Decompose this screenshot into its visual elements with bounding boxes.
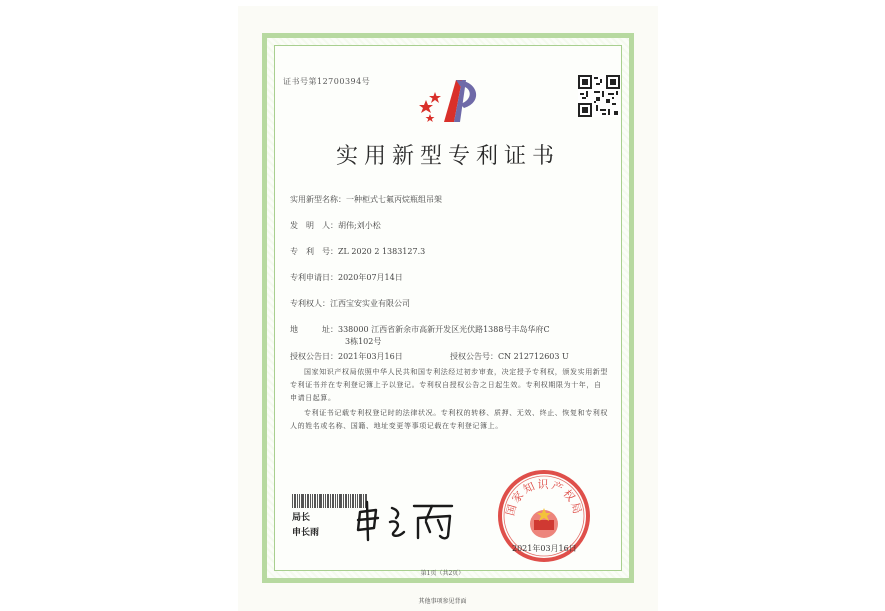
- field-label: 地 址：: [290, 325, 338, 334]
- page-number: 第1页（共2页）: [420, 570, 465, 577]
- qr-code: [578, 75, 620, 117]
- field-grant-date: [290, 351, 403, 362]
- seal-text: 国家知识产权局: [503, 478, 585, 518]
- signatory-role: 局长: [292, 513, 311, 523]
- certificate-number: 证书号第12700394号: [283, 77, 371, 86]
- field-utility-model-name: [290, 194, 442, 205]
- field-address-line2: 3栋102号: [345, 337, 382, 346]
- field-inventor: [290, 220, 381, 231]
- field-label: 专 利 号：: [290, 247, 338, 256]
- certificate-title: 实用新型专利证书: [335, 144, 560, 169]
- field-patentee: [290, 298, 410, 309]
- handwritten-signature: [352, 498, 462, 542]
- signatory-name: 申长雨: [292, 528, 320, 538]
- status-paragraph: 专利证书记载专利权登记时的法律状况。专利权的转移、质押、无效、终止、恢复和专利权人的姓名或名称、国籍、地址变更等事项记载在专利登记簿上。: [290, 409, 608, 430]
- footer-note: 其他事项参见背面: [418, 598, 467, 605]
- field-value: 2020年07月14日: [338, 273, 403, 282]
- field-value: 338000 江西省新余市高新开发区光伏路1388号丰岛华府C: [338, 325, 550, 334]
- field-value: 2021年03月16日: [338, 352, 403, 361]
- field-address: [290, 324, 550, 335]
- cnipa-logo-icon: [416, 70, 488, 126]
- field-value: 江西宝安实业有限公司: [330, 299, 410, 308]
- field-label: 实用新型名称：: [290, 195, 346, 204]
- seal-date: 2021年03月16日: [512, 544, 577, 553]
- field-application-date: [290, 272, 403, 283]
- field-patent-number: [290, 246, 425, 257]
- field-grant-number: [450, 351, 569, 362]
- field-value: CN 212712603 U: [498, 352, 569, 361]
- grant-paragraph: 国家知识产权局依照中华人民共和国专利法经过初步审查，决定授予专利权，颁发实用新型专利证书并在专利登记簿上予以登记。专利权自授权公告之日起生效。专利权期限为十年，自申请日起算。: [290, 368, 608, 402]
- field-value: ZL 2020 2 1383127.3: [338, 247, 426, 256]
- field-label: 专利权人：: [290, 299, 330, 308]
- field-label: 专利申请日：: [290, 273, 338, 282]
- field-value: 胡伟;刘小松: [338, 221, 381, 230]
- field-label: 授权公告号：: [450, 352, 498, 361]
- field-label: 授权公告日：: [290, 352, 338, 361]
- field-label: 发 明 人：: [290, 221, 338, 230]
- field-value: 一种柜式七氟丙烷瓶组吊架: [346, 195, 442, 204]
